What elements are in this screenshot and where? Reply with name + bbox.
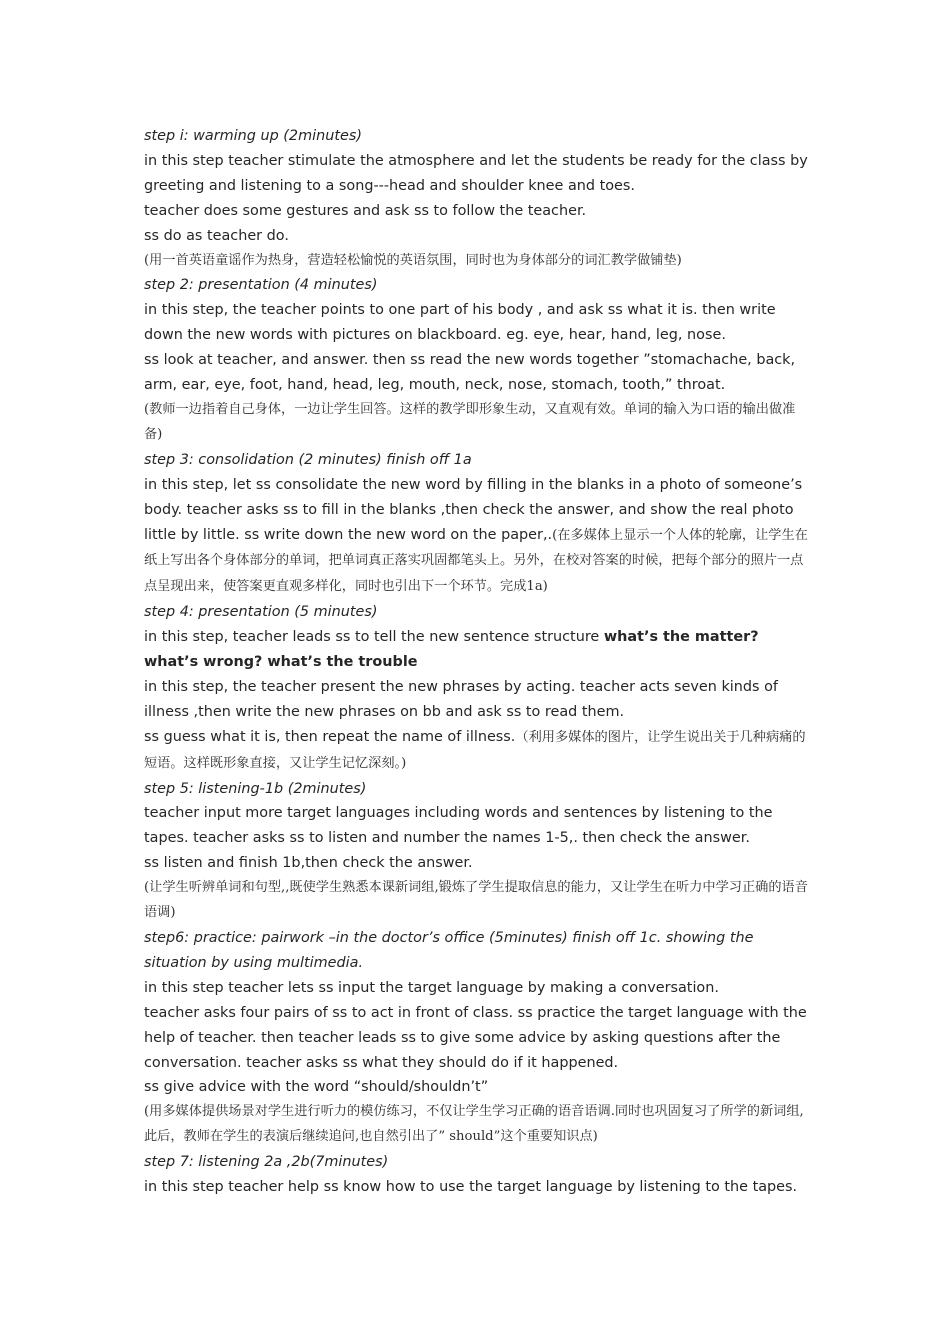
- step-3-paragraph: [144, 473, 812, 601]
- step-4-note: （利用多媒体的图片，让学生说出关于几种病痛的短语。这样既形象直接，又让学生记忆深刻。): [144, 729, 806, 771]
- step-6-heading: step6: practice: pairwork –in the doctor’s office (5minutes) finish off 1c. showing the situation by using multimedia.: [144, 930, 754, 971]
- step-4-heading: step 4: presentation (5 minutes): [144, 604, 378, 621]
- step-4-paragraph: [144, 725, 812, 777]
- step-4-text: ss guess what it is, then repeat the name of illness.: [144, 728, 516, 745]
- step-2-note: (教师一边指着自己身体，一边让学生回答。这样的教学即形象生动，又直观有效。单词的输入为口语的输出做准备): [144, 401, 796, 442]
- step-6-paragraph: teacher asks four pairs of ss to act in front of class. ss practice the target language with the help of teacher. then teacher leads ss to give some advice by asking questions after the conversation. teacher asks ss what they should do if it happened.: [144, 1004, 807, 1071]
- step-3-note: (在多媒体上显示一个人体的轮廓，让学生在纸上写出各个身体部分的单词，把单词真正落实巩固都笔头上。另外，在校对答案的时候，把每个部分的照片一点点呈现出来，使答案更直观多样化，同时也引出下一个环节。完成1a): [144, 527, 808, 595]
- step-2-heading: step 2: presentation (4 minutes): [144, 277, 378, 294]
- step-5-paragraph: teacher input more target languages including words and sentences by listening to the tapes. teacher asks ss to listen and number the names 1-5,. then check the answer.: [144, 805, 773, 847]
- step-7-heading: step 7: listening 2a ,2b(7minutes): [144, 1154, 389, 1171]
- step-4-text: in this step, teacher leads ss to tell the new sentence structure: [144, 629, 604, 646]
- lesson-plan-body: [144, 124, 812, 1200]
- step-3-heading: step 3: consolidation (2 minutes) finish off 1a: [144, 451, 472, 468]
- step-1-paragraph: in this step teacher stimulate the atmosphere and let the students be ready for the class by greeting and listening to a song---head and shoulder knee and toes.: [144, 152, 808, 194]
- step-1-paragraph: teacher does some gestures and ask ss to follow the teacher.: [144, 202, 587, 219]
- step-5-heading: step 5: listening-1b (2minutes): [144, 780, 367, 797]
- step-1-heading: step i: warming up (2minutes): [144, 128, 362, 144]
- step-6-paragraph: ss give advice with the word “should/shouldn’t”: [144, 1079, 489, 1096]
- step-2-paragraph: in this step, the teacher points to one part of his body , and ask ss what it is. then write down the new words with pictures on blackboard. eg. eye, hear, hand, leg, nose.: [144, 302, 776, 344]
- step-4-paragraph: in this step, the teacher present the new phrases by acting. teacher acts seven kinds of illness ,then write the new phrases on bb and ask ss to read them.: [144, 678, 778, 720]
- sentence-structure: what’s the matter? what’s wrong? what’s the trouble: [144, 629, 759, 671]
- step-4-paragraph: [144, 625, 812, 675]
- step-6-note: (用多媒体提供场景对学生进行听力的模仿练习，不仅让学生学习正确的语音语调.同时也巩固复习了所学的新词组,此后，教师在学生的表演后继续追问,也自然引出了” should”这个重要知识点): [144, 1104, 804, 1145]
- step-7-paragraph: in this step teacher help ss know how to use the target language by listening to the tapes.: [144, 1179, 798, 1196]
- step-1-note: (用一首英语童谣作为热身，营造轻松愉悦的英语氛围，同时也为身体部分的词汇教学做铺垫): [144, 252, 682, 268]
- step-1-paragraph: ss do as teacher do.: [144, 227, 289, 244]
- step-5-note: (让学生听辨单词和句型,,既使学生熟悉本课新词组,锻炼了学生提取信息的能力，又让学生在听力中学习正确的语音语调): [144, 880, 808, 921]
- step-6-paragraph: in this step teacher lets ss input the target language by making a conversation.: [144, 979, 719, 996]
- step-3-text: in this step, let ss consolidate the new word by filling in the blanks in a photo of someone’s body. teacher asks ss to fill in the blanks ,then check the answer, and show the real photo little by little. ss write down the new word on the paper,.: [144, 476, 803, 543]
- step-5-paragraph: ss listen and finish 1b,then check the answer.: [144, 855, 473, 872]
- step-2-paragraph: ss look at teacher, and answer. then ss read the new words together ”stomachache, back, arm, ear, eye, foot, hand, head, leg, mouth, neck, nose, stomach, tooth,” throat.: [144, 352, 796, 394]
